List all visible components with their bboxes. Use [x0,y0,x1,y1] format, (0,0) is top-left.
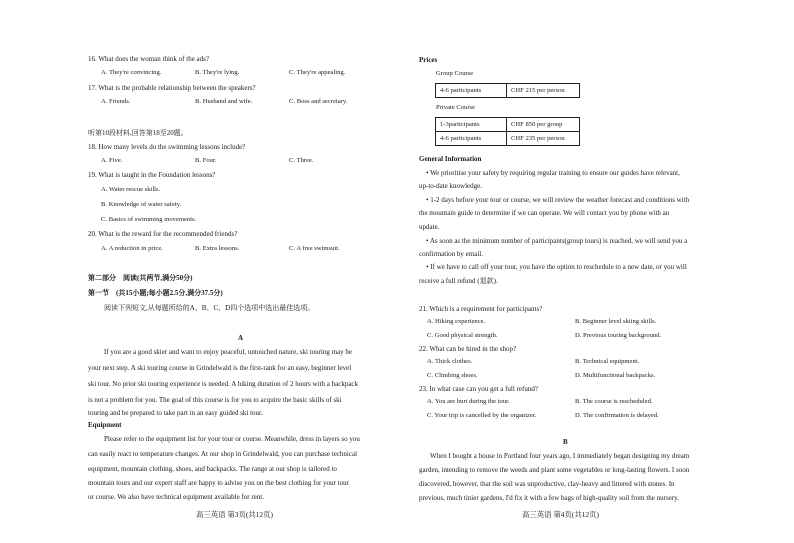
table-cell: CHF 850 per group [507,118,580,132]
private-price-table [435,117,580,146]
text-line: or course. We also have technical equipment available for rent. [88,493,264,501]
text-line: receive a full refund (退款). [419,277,498,285]
text-line: previous, much tinier gardens, I'd fix it with a few bags of high-quality soil from the nursery. [419,494,679,502]
q23-option-b: B. The course is rescheduled. [575,398,653,405]
question-18: 18. How many levels do the swimming lessons include? [88,143,246,151]
text-line: discovered, however, that the soil was unproductive, clay-heavy and littered with stones. In [419,480,675,488]
q22-option-b: B. Technical equipment. [575,358,640,365]
private-course-label: Private Course [436,104,476,111]
text-line: garden, intending to remove the weeds and plant some vegetables or long-lasting flowers. I soon [419,466,690,474]
question-20: 20. What is the reward for the recommended friends? [88,230,238,238]
table-row [436,118,580,132]
q19-option-b: B. Knowledge of water safety. [101,201,182,208]
page-footer-3: 高三英语 第3页(共12页) [196,510,273,519]
q22-option-c: C. Climbing shoes. [427,372,478,379]
prices-heading: Prices [419,56,438,64]
passage-a-label: A [238,334,244,342]
q18-option-a: A. Five. [101,157,123,164]
text-line: • We prioritise your safety by requiring regular training to ensure our guides have relevant, [426,169,680,177]
text-line: If you are a good skier and want to enjoy peaceful, untouched nature, ski touring may be [104,348,353,356]
q21-option-b: B. Beginner level skiing skills. [575,318,657,325]
q16-option-c: C. They're appealing. [289,69,346,76]
q18-option-b: B. Four. [195,157,217,164]
text-line: the mountain guide to determine if we can operate. We will contact you by phone with an [419,209,670,217]
q17-option-a: A. Friends. [101,98,131,105]
section-one-heading: 第一节 (共15小题;每小题2.5分,满分37.5分) [88,289,223,297]
q16-option-b: B. They're lying. [195,69,240,76]
q18-option-c: C. Three. [289,157,314,164]
question-22: 22. What can be hired in the shop? [419,345,517,353]
q21-option-d: D. Previous touring background. [575,332,662,339]
text-line: touring and be prepared to take part in an easy guided ski tour. [88,409,263,417]
text-line: equipment, mountain clothing, shoes, and backpacks. The range at our shop is tailored to [88,465,337,473]
text-line: When I bought a house in Portland four years ago, I immediately began designing my dream [430,452,690,460]
text-line: can easily react to temperature changes. At our shop in Grindelwald, you can purchase technical [88,450,358,458]
table-cell: 4-6 participants [436,132,507,146]
equipment-heading: Equipment [88,421,122,429]
table-cell: CHF 215 per person [507,84,580,98]
q17-option-c: C. Boss and secretary. [289,98,348,105]
reading-instruction: 阅读下列短文,从每题所给的A、B、C、D四个选项中选出最佳选项。 [104,304,315,312]
q19-option-a: A. Water rescue skills. [101,186,161,193]
text-line: • As soon as the minimum number of participants(group tours) is reached, we will send you a [426,237,688,245]
q16-option-a: A. They're convincing. [101,69,162,76]
text-line: update. [419,223,440,231]
general-info-heading: General Information [419,155,482,163]
listening-intro: 听第10段材料,回答第18至20题。 [88,129,188,137]
text-line: ski tour. No prior ski touring experience is needed. A hiking duration of 2 hours with a backpack [88,380,359,388]
q20-option-c: C. A free swimsuit. [289,245,340,252]
passage-b-label: B [563,438,568,446]
text-line: • If we have to call off your tour, you have the option to reschedule to a new date, or you will [426,263,687,271]
q23-option-a: A. You are hurt during the tour. [427,398,510,405]
q22-option-d: D. Multifunctional backpacks. [575,372,656,379]
q20-option-a: A. A reduction in price. [101,245,163,252]
text-line: confirmation by email. [419,250,483,258]
q19-option-c: C. Basics of swimming movements. [101,216,197,223]
question-23: 23. In what case can you get a full refund? [419,385,538,393]
question-19: 19. What is taught in the Foundation lessons? [88,171,216,179]
q22-option-a: A. Thick clothes. [427,358,473,365]
table-row [436,132,580,146]
part-two-heading: 第二部分 阅读(共两节,满分50分) [88,274,193,282]
page-footer-4: 高三英语 第4页(共12页) [522,510,599,519]
q23-option-d: D. The confirmation is delayed. [575,412,659,419]
text-line: mountain tours and our expert staff are happy to advise you on the best clothing for your tour [88,479,349,487]
table-cell: 1-3participants [436,118,507,132]
text-line: • 1-2 days before your tour or course, we will review the weather forecast and conditions with [426,196,690,204]
question-17: 17. What is the probable relationship between the speakers? [88,84,256,92]
q20-option-b: B. Extra lessons. [195,245,240,252]
q17-option-b: B. Husband and wife. [195,98,253,105]
text-line: Please refer to the equipment list for your tour or course. Meanwhile, dress in layers so you [104,435,360,443]
table-cell: CHF 235 per person [507,132,580,146]
q21-option-a: A. Hiking experience. [427,318,486,325]
text-line: up-to-date knowledge. [419,182,482,190]
text-line: your next step. A ski touring course in Grindelwald is the first-rank for an easy, beginner level [88,364,352,372]
table-cell: 4-6 participants [436,84,507,98]
q21-option-c: C. Good physical strength. [427,332,498,339]
q23-option-c: C. Your trip is cancelled by the organizer. [427,412,537,419]
table-row [436,84,580,98]
question-21: 21. Which is a requirement for participants? [419,305,543,313]
text-line: is not a problem for you. The goal of this course is for you to acquire the basic skills of ski [88,396,342,404]
group-course-label: Group Course [436,70,474,77]
group-price-table [435,83,580,98]
question-16: 16. What does the woman think of the ads? [88,55,209,63]
